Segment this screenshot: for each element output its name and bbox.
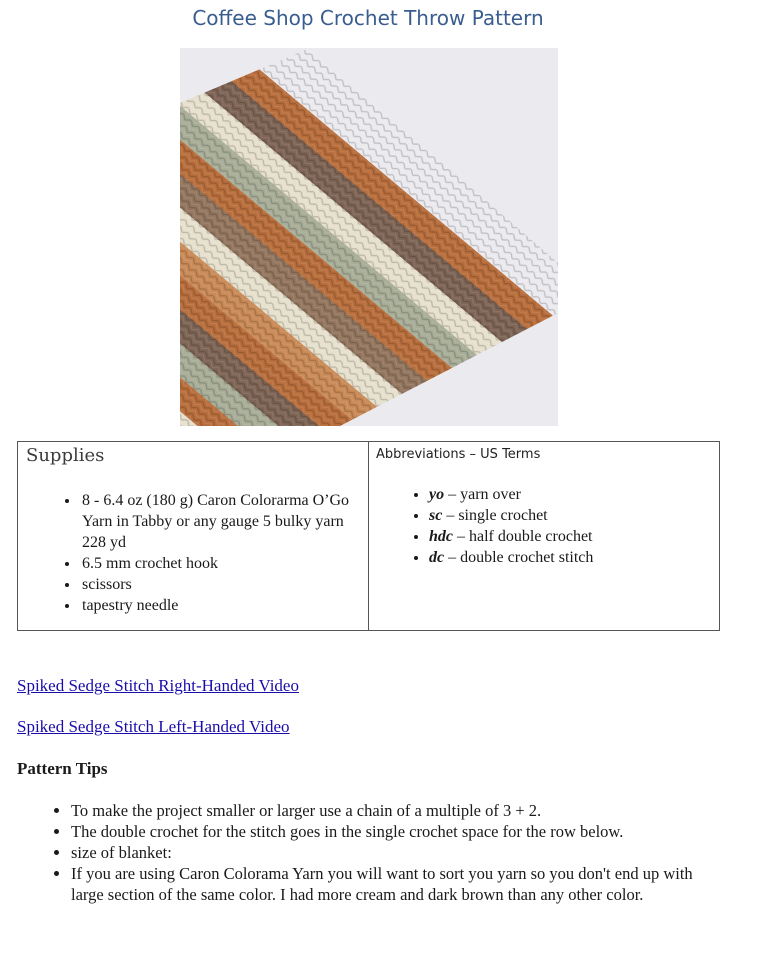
abbreviation-definition: – yarn over xyxy=(444,486,521,503)
pattern-tips-list xyxy=(0,800,720,905)
tip-item: • If you are using Caron Colorama Yarn you will want to sort you yarn so you don't end up with large section of the same color. I had more cream and dark brown than any other color. xyxy=(71,863,720,905)
tip-item: • The double crochet for the stitch goes in the single crochet space for the row below. xyxy=(71,821,720,842)
supplies-item: • tapestry needle xyxy=(80,595,368,616)
supplies-table xyxy=(17,441,720,631)
crochet-throw-image xyxy=(180,48,558,426)
abbreviation-item xyxy=(429,526,719,547)
page-title: Coffee Shop Crochet Throw Pattern xyxy=(192,6,544,30)
stitch-texture xyxy=(180,48,558,426)
abbreviations-list xyxy=(369,484,719,568)
abbreviation-definition: – half double crochet xyxy=(453,528,593,545)
supplies-item: • scissors xyxy=(80,574,368,595)
abbreviations-heading: Abbreviations – US Terms xyxy=(376,447,541,462)
supplies-item: • 8 - 6.4 oz (180 g) Caron Colorarma O’Go Yarn in Tabby or any gauge 5 bulky yarn 228 yd xyxy=(80,490,357,553)
tip-item: • To make the project smaller or larger use a chain of a multiple of 3 + 2. xyxy=(71,800,720,821)
supplies-item: • 6.5 mm crochet hook xyxy=(80,553,368,574)
crochet-throw-photo xyxy=(180,48,558,426)
supplies-list xyxy=(18,490,368,616)
left-handed-video-link[interactable]: Spiked Sedge Stitch Left-Handed Video xyxy=(17,717,290,736)
pattern-tips-heading: Pattern Tips xyxy=(17,759,108,778)
abbreviation-term: sc xyxy=(429,507,443,524)
abbreviation-term: yo xyxy=(429,486,445,503)
abbreviation-term: hdc xyxy=(429,528,453,545)
abbreviation-term: dc xyxy=(429,549,445,566)
supplies-cell xyxy=(18,442,369,631)
tip-item: • size of blanket: xyxy=(71,842,720,863)
abbreviation-item xyxy=(429,505,719,526)
abbreviations-cell xyxy=(369,442,720,631)
abbreviation-definition: – single crochet xyxy=(442,507,548,524)
supplies-heading: Supplies xyxy=(26,445,105,466)
abbreviation-item xyxy=(429,484,719,505)
abbreviation-definition: – double crochet stitch xyxy=(444,549,594,566)
right-handed-video-link[interactable]: Spiked Sedge Stitch Right-Handed Video xyxy=(17,676,299,695)
abbreviation-item xyxy=(429,547,719,568)
